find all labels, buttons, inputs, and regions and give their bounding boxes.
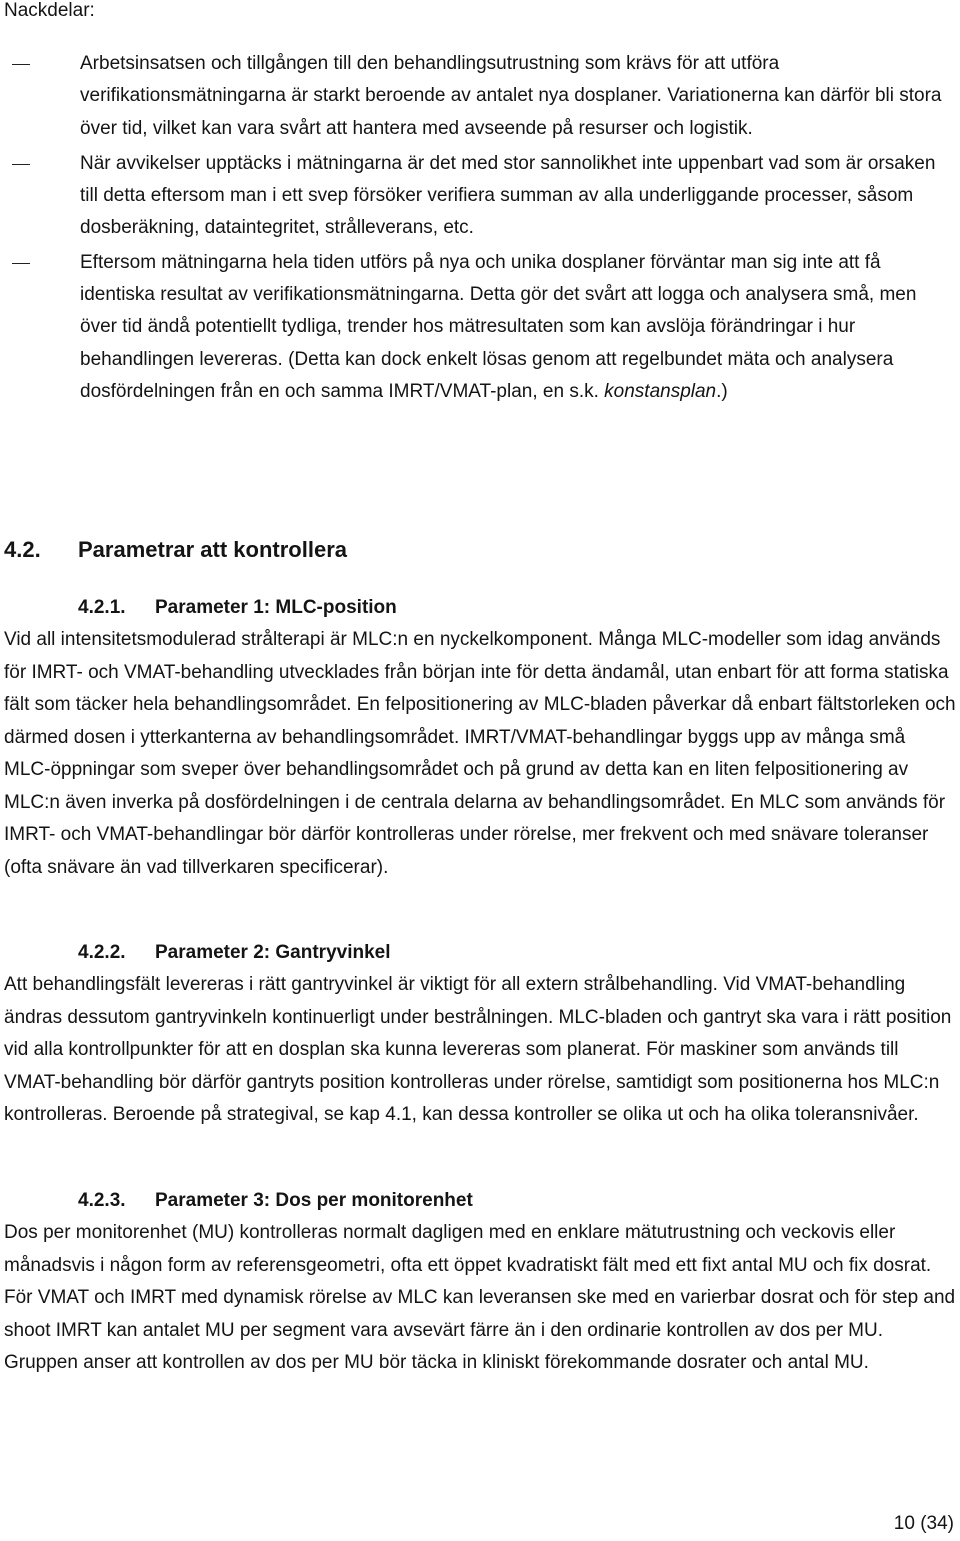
subsection-title: Parameter 2: Gantryvinkel <box>155 942 391 963</box>
list-item-text: När avvikelser upptäcks i mätningarna är det med stor sannolikhet inte uppenbart vad som är orsaken till detta eftersom man i ett svep försöker verifiera summan av alla underliggande processer, såsom dosberäkning, dataintegritet, strålleverans, etc. <box>80 152 936 239</box>
subsection-title: Parameter 3: Dos per monitorenhet <box>155 1190 473 1211</box>
subsection-number: 4.2.3. <box>78 1190 126 1211</box>
list-item-text: Arbetsinsatsen och tillgången till den behandlingsutrustning som krävs för att utföra verifikationsmätningarna är starkt beroende av antalet nya dosplaner. Variationerna kan därför bli stora över tid, vilket kan vara svårt att hantera med avseende på resurser och logistik. <box>80 53 942 139</box>
subsection-heading-dose <box>78 1188 473 1214</box>
list-item <box>0 247 960 408</box>
list-item-text <box>80 247 950 408</box>
dash-bullet-icon <box>12 64 30 65</box>
paragraph-gantry: Att behandlingsfält levereras i rätt gantryvinkel är viktigt för all extern strålbehandling. Vid VMAT-behandling ändras dessutom gantryvinkeln kontinuerligt under bestrålningen. MLC-bladen och gantryt ska vara i rätt position vid alla kontrollpunkter för att en dosplan ska kunna levereras som planerat. För maskiner som används till VMAT-behandling bör därför gantryts position kontrolleras under rörelse, samtidigt som positionerna hos MLC:n kontrolleras. Beroende på strategival, se kap 4.1, kan dessa kontroller se olika ut och ha olika toleransnivåer. <box>4 974 952 1125</box>
list-item <box>0 148 960 245</box>
dash-bullet-icon <box>12 263 30 264</box>
dash-bullet-icon <box>12 164 30 165</box>
section-number: 4.2. <box>4 537 41 562</box>
subsection-heading-mlc <box>78 595 397 621</box>
subsection-number: 4.2.2. <box>78 942 126 963</box>
disadvantages-heading: Nackdelar: <box>4 0 95 21</box>
subsection-heading-gantry <box>78 940 391 966</box>
disadvantages-list <box>0 48 960 408</box>
list-item <box>0 48 960 145</box>
list-item-text-part: .) <box>716 380 728 402</box>
subsection-number: 4.2.1. <box>78 597 126 618</box>
paragraph-dose: Dos per monitorenhet (MU) kontrolleras normalt dagligen med en enklare mätutrustning och veckovis eller månadsvis i någon form av referensgeometri, ofta ett öppet kvadratiskt fält med ett fixt antal MU och fix dosrat. För VMAT och IMRT med dynamisk rörelse av MLC kan leveransen ske med en varierbar dosrat och för step and shoot IMRT kan antalet MU per segment vara avsevärt färre än i den ordinarie kontrollen av dos per MU. Gruppen anser att kontrollen av dos per MU bör täcka in kliniskt förekommande dosrater och antal MU. <box>4 1222 956 1373</box>
section-title: Parametrar att kontrollera <box>78 537 347 562</box>
paragraph-mlc: Vid all intensitetsmodulerad strålterapi är MLC:n en nyckelkomponent. Många MLC-modeller som idag används för IMRT- och VMAT-behandling utvecklades från början inte för detta ändamål, utan enbart för att forma statiska fält som täcker hela behandlingsområdet. En felpositionering av MLC-bladen påverkar då enbart fältstorleken och därmed dosen i ytterkanterna av behandlingsområdet. IMRT/VMAT-behandlingar byggs upp av många små MLC-öppningar som sveper över behandlingsområdet och på grund av detta kan en liten felpositionering av MLC:n även inverka på dosfördelningen i de centrala delarna av behandlingsområdet. En MLC som används för IMRT- och VMAT-behandlingar bör därför kontrolleras under rörelse, mer frekvent och med snävare toleranser (ofta snävare än vad tillverkaren specificerar). <box>4 629 956 878</box>
page-number: 10 (34) <box>893 1513 954 1534</box>
section-heading <box>4 535 347 565</box>
subsection-title: Parameter 1: MLC-position <box>155 597 397 618</box>
italic-term: konstansplan <box>604 380 717 402</box>
list-item-text-part: Eftersom mätningarna hela tiden utförs på nya och unika dosplaner förväntar man sig inte att få identiska resultat av verifikationsmätningarna. Detta gör det svårt att logga och analysera små, men över tid ändå potentiellt tydliga, trender hos mätresultaten som kan avslöja förändringar i hur behandlingen levereras. (Detta kan dock enkelt lösas genom att regelbundet mäta och analysera dosfördelningen från en och samma IMRT/VMAT-plan, en s.k. <box>80 251 917 402</box>
